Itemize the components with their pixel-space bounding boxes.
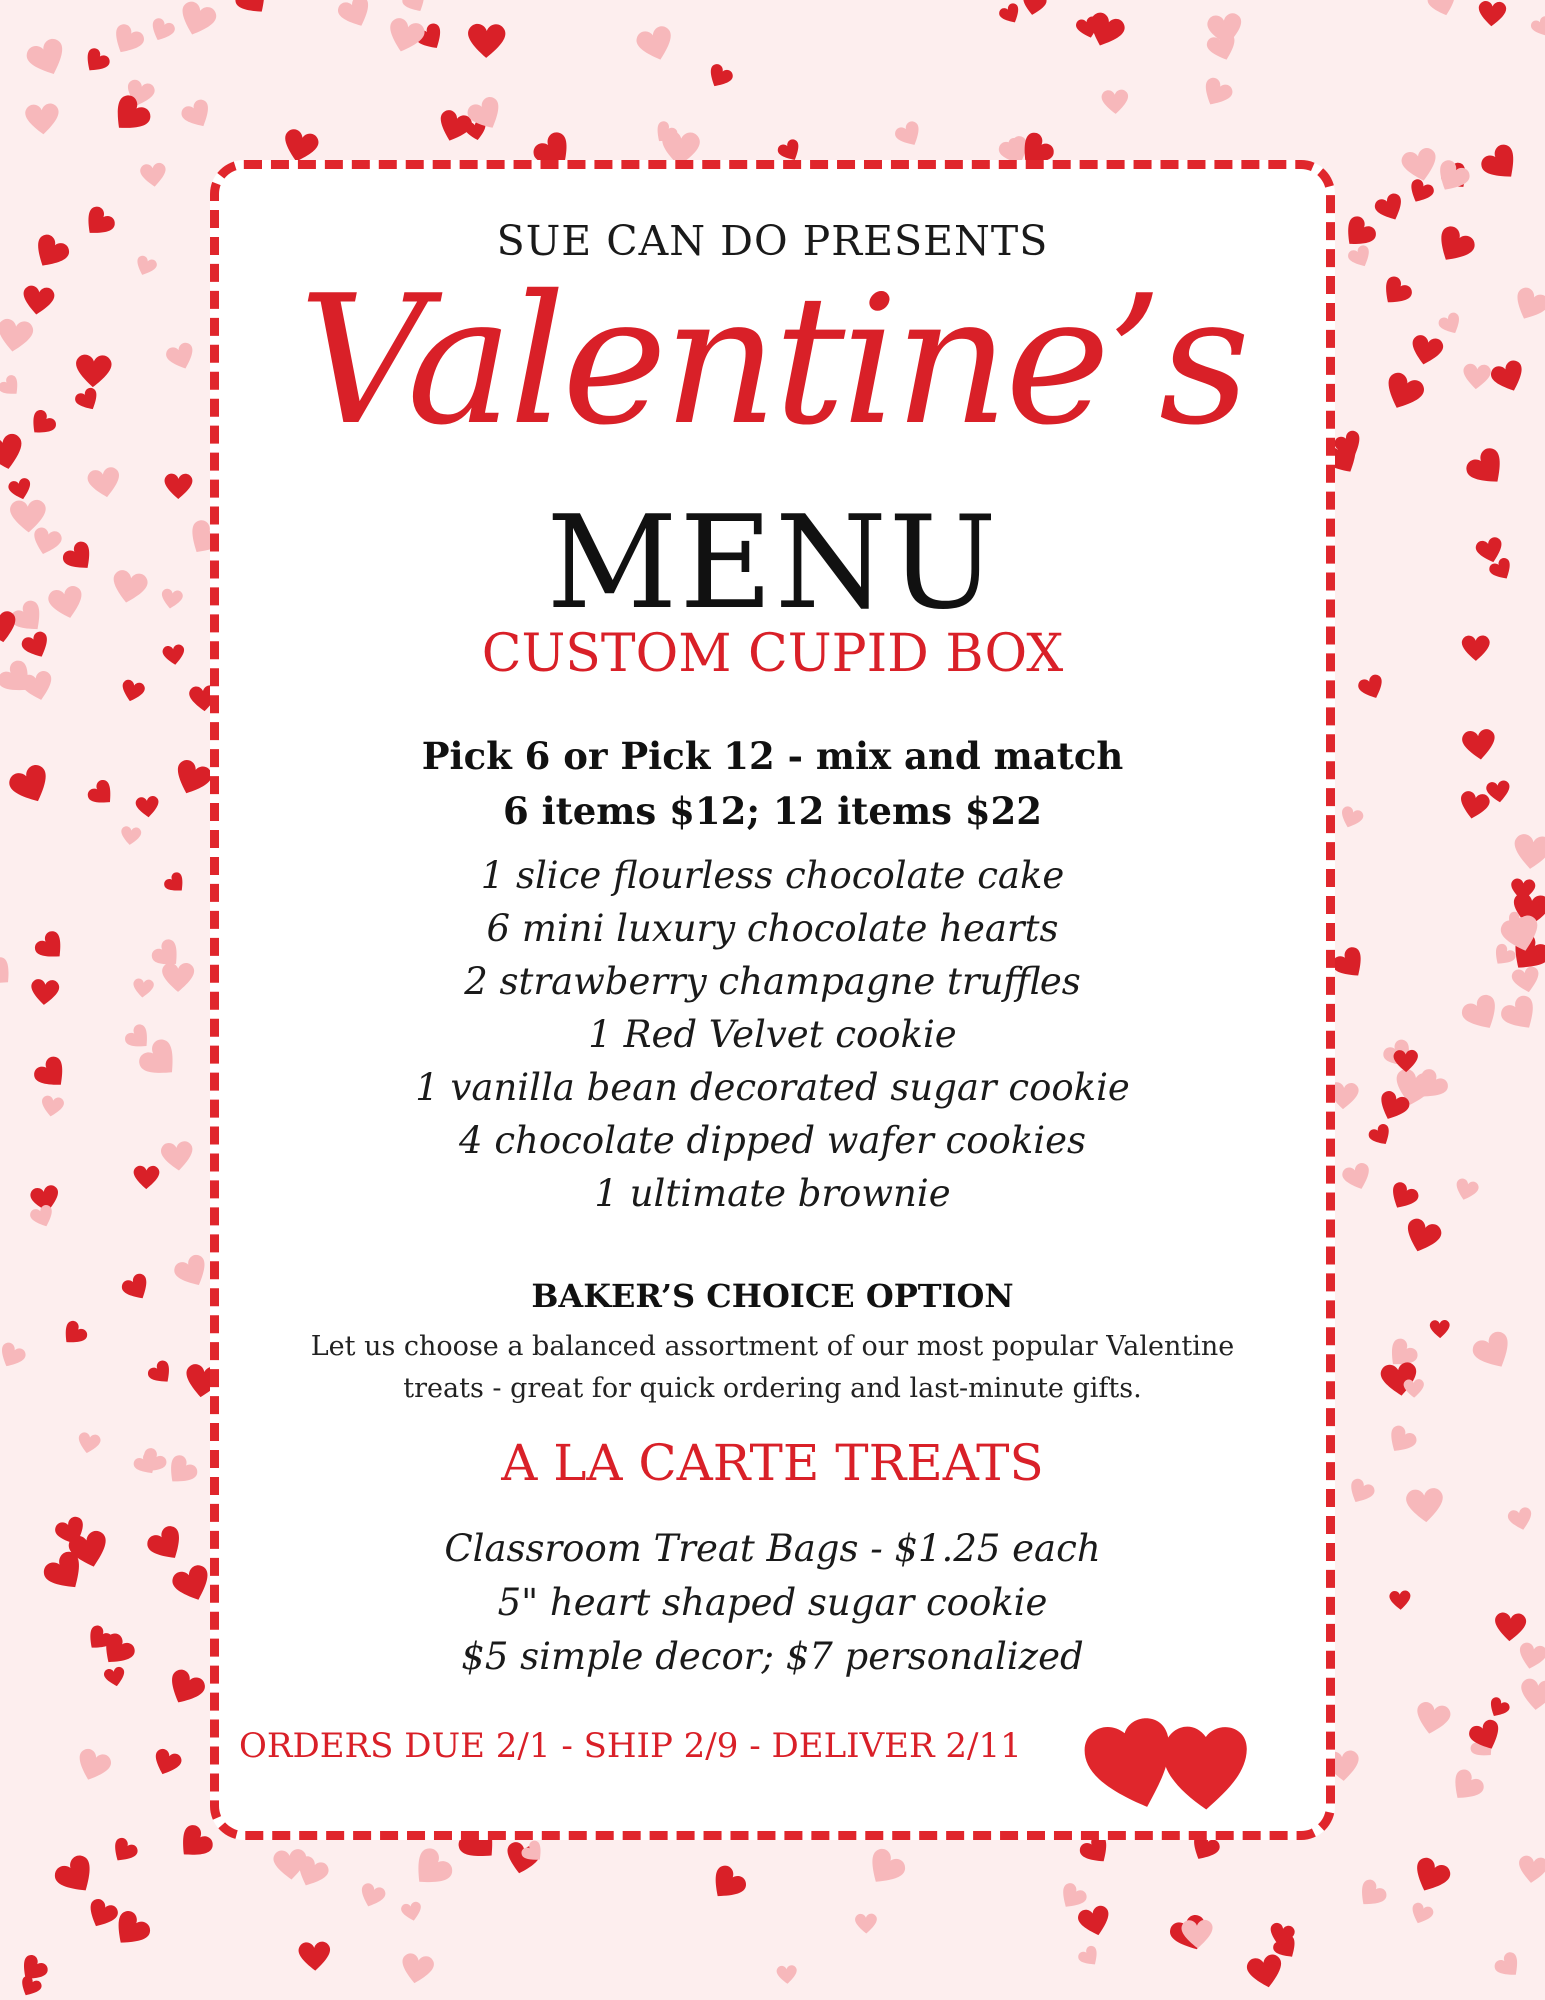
confetti-heart [1453,1177,1480,1203]
title-menu: MENU [546,489,999,638]
confetti-heart [162,963,194,992]
confetti-heart [406,1844,456,1894]
pick-info [219,729,1326,839]
confetti-heart [1408,1901,1435,1927]
confetti-heart [170,757,214,799]
confetti-heart [1403,1379,1424,1398]
confetti-heart [1198,75,1235,111]
confetti-heart [1389,1590,1411,1610]
confetti-heart [171,1252,213,1292]
confetti-heart [122,1022,155,1055]
confetti-heart [176,0,219,40]
confetti-heart [1076,1904,1113,1939]
list-item: 1 Red Velvet cookie [588,1013,957,1056]
confetti-heart [1489,942,1518,970]
confetti-heart [1408,334,1444,368]
confetti-heart [162,870,189,897]
bakers-choice-desc-line: treats - great for quick ordering and last-minute gifts. [403,1373,1142,1404]
confetti-heart [1485,1695,1511,1720]
confetti-heart [1516,1641,1545,1672]
confetti-heart [24,36,71,81]
confetti-heart [19,629,53,662]
confetti-heart [16,1952,51,1987]
confetti-heart [1338,213,1379,254]
confetti-heart [160,588,184,610]
confetti-heart [1055,1881,1089,1914]
confetti-heart [0,318,34,354]
confetti-heart [119,1271,153,1305]
list-item: 6 mini luxury chocolate hearts [486,907,1059,950]
confetti-heart [31,1053,73,1094]
confetti-heart [0,373,24,401]
presents-line: SUE CAN DO PRESENTS [496,217,1049,265]
confetti-heart [0,954,18,992]
confetti-heart [1478,1,1507,28]
list-item: $5 simple decor; $7 personalized [461,1635,1084,1678]
confetti-heart [1345,1477,1377,1508]
confetti-heart [861,1845,908,1892]
confetti-heart [1431,223,1478,269]
confetti-heart [1367,1122,1395,1149]
confetti-heart [1337,805,1364,831]
confetti-heart [30,526,64,558]
confetti-heart [705,1862,750,1906]
confetti-heart [357,1882,387,1911]
confetti-heart [1519,1678,1545,1712]
confetti-heart [1494,1612,1527,1642]
confetti-heart [119,678,146,704]
confetti-heart [1400,146,1441,184]
confetti-heart [400,0,430,17]
double-heart-icon [1079,1709,1269,1819]
confetti-heart [1462,363,1491,390]
confetti-heart [1356,673,1387,703]
confetti-heart [75,354,112,388]
bakers-choice-title: BAKER’S CHOICE OPTION [531,1277,1014,1315]
confetti-heart [25,103,60,135]
confetti-heart [60,539,99,577]
confetti-heart [172,1822,216,1866]
confetti-heart [132,978,154,998]
confetti-heart [893,119,926,151]
confetti-heart [1409,1855,1454,1898]
confetti-heart [1445,1766,1487,1807]
confetti-heart [1076,1944,1103,1970]
confetti-heart [30,979,60,1006]
confetti-heart [144,1523,189,1567]
confetti-heart [1529,15,1545,40]
confetti-heart [0,432,27,473]
confetti-heart [25,407,59,440]
confetti-heart [170,1563,216,1607]
price-line: 6 items $12; 12 items $22 [502,789,1043,833]
confetti-heart [1463,444,1512,493]
confetti-heart [1021,0,1048,17]
confetti-heart [1461,728,1497,761]
confetti-heart [86,466,122,500]
confetti-heart [7,477,34,502]
confetti-heart [46,584,86,622]
confetti-heart [1426,0,1459,19]
confetti-heart [6,762,55,809]
confetti-heart [164,341,198,374]
confetti-heart [1478,141,1525,188]
confetti-heart [400,1901,423,1923]
confetti-heart [1457,790,1491,822]
confetti-heart [162,644,186,666]
confetti-heart [161,1452,200,1491]
confetti-heart [1509,285,1545,326]
confetti-heart [1329,944,1370,985]
list-item: 1 vanilla bean decorated sugar cookie [415,1066,1130,1109]
confetti-heart [179,97,216,133]
confetti-heart [135,795,160,818]
confetti-heart [28,231,72,274]
confetti-heart [1405,177,1436,207]
confetti-heart [997,2,1023,28]
confetti-heart [1405,1487,1444,1523]
cupid-box-item-list [219,849,1326,1220]
confetti-heart [1245,1953,1285,1991]
confetti-heart [32,928,70,966]
confetti-heart [1498,992,1544,1037]
list-item: 2 strawberry champagne truffles [464,960,1081,1003]
list-item: 4 chocolate dipped wafer cookies [459,1119,1086,1162]
confetti-heart [1462,636,1490,661]
confetti-heart [232,0,274,21]
confetti-heart [1101,89,1129,114]
confetti-heart [704,62,735,92]
confetti-heart [79,204,118,243]
confetti-heart [1346,244,1374,271]
confetti-heart [163,1667,208,1711]
confetti-heart [1340,1161,1374,1193]
confetti-heart [140,162,168,188]
list-item: 1 slice flourless chocolate cake [480,854,1065,897]
confetti-heart [1512,833,1545,871]
confetti-heart [40,1095,65,1118]
confetti-heart [399,1952,435,1986]
confetti-heart [1517,1855,1545,1885]
confetti-heart [1373,191,1408,225]
confetti-heart [108,22,147,60]
confetti-heart [58,1318,90,1350]
confetti-heart [1383,1423,1419,1458]
a-la-carte-item-list [219,1522,1326,1684]
confetti-heart [335,0,375,32]
confetti-heart [776,1965,797,1984]
confetti-heart [146,1358,177,1389]
confetti-heart [76,1431,102,1455]
confetti-heart [80,46,112,78]
confetti-heart [21,285,55,317]
confetti-heart [1459,992,1505,1037]
confetti-heart [1413,1700,1452,1737]
subtitle-custom-cupid-box: CUSTOM CUPID BOX [481,624,1064,684]
menu-card [210,160,1335,1840]
confetti-heart [1430,1320,1450,1339]
confetti-heart [147,16,177,44]
list-item: 5" heart shaped sugar cookie [497,1581,1048,1624]
confetti-heart [133,254,159,278]
confetti-heart [164,474,192,500]
confetti-heart [1437,311,1465,338]
confetti-heart [634,24,677,65]
confetti-heart [1492,1950,1525,1983]
confetti-heart [1507,1506,1535,1532]
confetti-heart [73,386,103,415]
confetti-heart [1431,157,1472,197]
confetti-heart [468,24,506,59]
confetti-heart [51,1852,101,1901]
a-la-carte-title: A LA CARTE TREATS [501,1434,1044,1492]
confetti-heart [1353,1877,1389,1913]
confetti-heart [1489,358,1529,396]
confetti-heart [108,1835,140,1867]
title-script: Valentine’s [298,257,1247,464]
list-item: Classroom Treat Bags - $1.25 each [444,1527,1101,1570]
confetti-heart [1380,370,1427,415]
confetti-heart [120,826,142,847]
confetti-heart [1510,965,1542,995]
confetti-heart [85,777,119,811]
bakers-choice-desc-line: Let us choose a balanced assortment of our most popular Valentine [310,1331,1235,1362]
confetti-heart [103,1666,127,1688]
confetti-heart [28,1203,56,1230]
confetti-heart [17,1974,44,2000]
confetti-heart [150,1747,183,1779]
confetti-heart [1401,1216,1443,1256]
confetti-heart [109,569,149,606]
bakers-choice-description [219,1326,1326,1410]
orders-deadline: ORDERS DUE 2/1 - SHIP 2/9 - DELIVER 2/11 [239,1726,1022,1766]
confetti-heart [160,1140,194,1172]
confetti-heart [1469,1328,1517,1375]
list-item: 1 ultimate brownie [594,1172,951,1215]
confetti-heart [73,1747,113,1786]
confetti-heart [298,1941,331,1971]
confetti-heart [1377,274,1415,312]
confetti-heart [1385,1180,1421,1215]
confetti-heart [855,1913,877,1933]
confetti-heart [384,16,427,57]
pick-line: Pick 6 or Pick 12 - mix and match [421,734,1124,778]
confetti-heart [133,1166,159,1190]
confetti-heart [0,1340,28,1371]
confetti-heart [83,1896,120,1932]
